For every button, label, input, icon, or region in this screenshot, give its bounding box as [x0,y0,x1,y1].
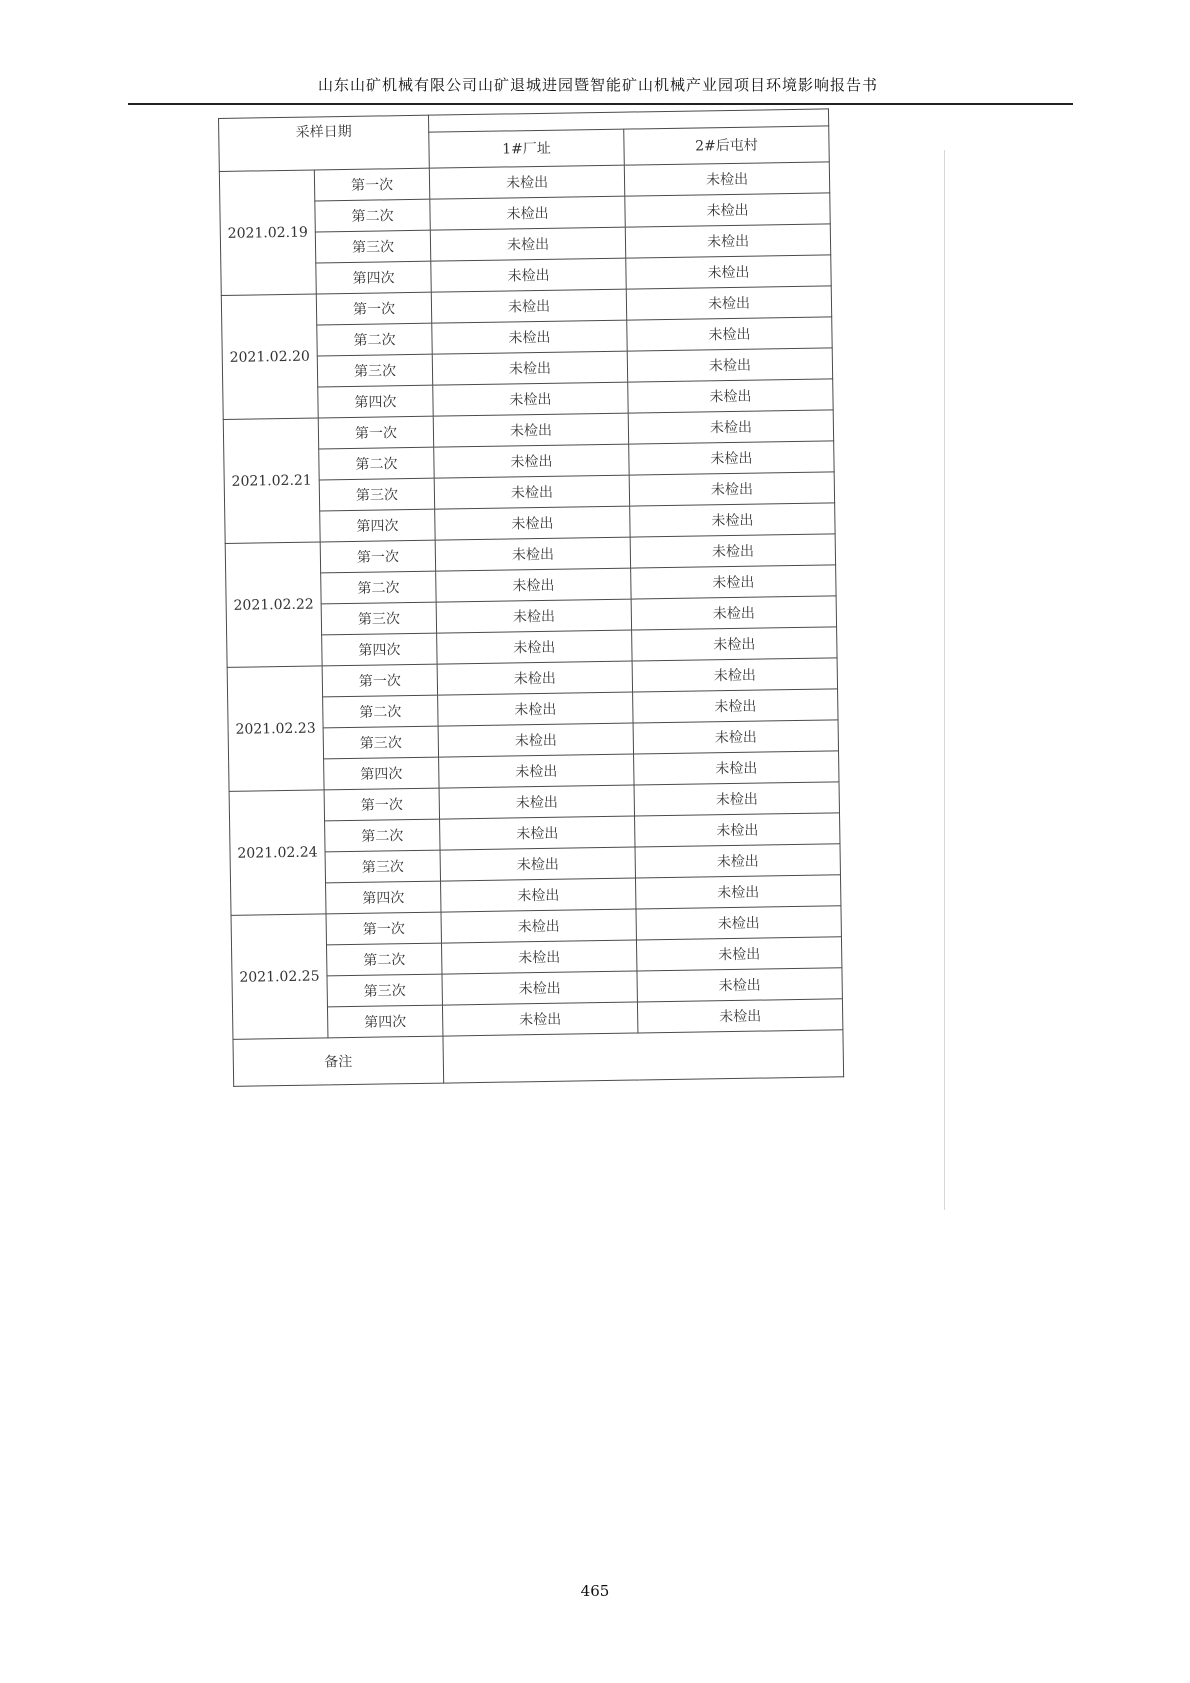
sampling-round-cell: 第三次 [319,478,434,511]
result-cell-site-2: 未检出 [626,286,831,320]
sampling-round-cell: 第一次 [316,292,431,325]
remark-value [443,1030,844,1083]
sampling-round-cell: 第二次 [317,323,432,356]
sampling-date-cell: 2021.02.19 [219,170,316,295]
result-cell-site-1: 未检出 [434,444,629,478]
result-cell-site-2: 未检出 [631,565,836,599]
result-cell-site-1: 未检出 [434,475,629,509]
result-cell-site-1: 未检出 [440,816,635,850]
result-cell-site-2: 未检出 [624,162,829,196]
sampling-round-cell: 第三次 [315,230,430,263]
sampling-round-cell: 第四次 [316,261,431,294]
result-cell-site-2: 未检出 [633,720,838,754]
sampling-round-cell: 第二次 [321,571,436,604]
sampling-round-cell: 第一次 [318,416,433,449]
sampling-round-cell: 第四次 [324,757,439,790]
result-cell-site-2: 未检出 [630,534,835,568]
date-column-header: 采样日期 [219,115,430,171]
result-cell-site-1: 未检出 [439,754,634,788]
result-cell-site-2: 未检出 [634,782,839,816]
sampling-round-cell: 第二次 [315,199,430,232]
result-cell-site-2: 未检出 [636,906,841,940]
page-number: 465 [580,1582,610,1600]
result-cell-site-1: 未检出 [431,258,626,292]
monitoring-results-table [218,108,844,1086]
sampling-round-cell: 第一次 [326,912,441,945]
sampling-round-cell: 第二次 [325,819,440,852]
result-cell-site-1: 未检出 [438,723,633,757]
result-cell-site-1: 未检出 [430,196,625,230]
result-cell-site-2: 未检出 [630,503,835,537]
result-cell-site-1: 未检出 [441,940,636,974]
site-header-2: 2#后屯村 [624,125,830,165]
sampling-round-cell: 第四次 [327,1005,442,1038]
sampling-round-cell: 第二次 [327,943,442,976]
result-cell-site-1: 未检出 [440,847,635,881]
result-cell-site-2: 未检出 [635,813,840,847]
result-cell-site-2: 未检出 [627,317,832,351]
result-cell-site-2: 未检出 [625,224,830,258]
sampling-date-cell: 2021.02.20 [221,294,318,419]
result-cell-site-2: 未检出 [637,999,842,1033]
scanned-table-page [218,108,864,1118]
result-cell-site-1: 未检出 [439,785,634,819]
result-cell-site-1: 未检出 [433,413,628,447]
sampling-round-cell: 第二次 [323,695,438,728]
document-header: 山东山矿机械有限公司山矿退城进园暨智能矿山机械产业园项目环境影响报告书 [317,76,878,94]
sampling-round-cell: 第四次 [326,881,441,914]
result-cell-site-1: 未检出 [435,537,630,571]
remark-row [233,1030,844,1087]
result-cell-site-2: 未检出 [631,596,836,630]
result-cell-site-1: 未检出 [432,351,627,385]
result-cell-site-1: 未检出 [442,971,637,1005]
remark-label: 备注 [233,1036,444,1086]
table-body [219,109,844,1086]
scan-border-line [944,150,945,1210]
site-header-1: 1#厂址 [429,129,625,168]
result-cell-site-1: 未检出 [432,320,627,354]
result-cell-site-1: 未检出 [430,227,625,261]
result-cell-site-2: 未检出 [627,348,832,382]
sampling-round-cell: 第一次 [322,664,437,697]
result-cell-site-2: 未检出 [635,844,840,878]
result-cell-site-1: 未检出 [433,382,628,416]
result-cell-site-2: 未检出 [634,751,839,785]
sampling-round-cell: 第三次 [325,850,440,883]
result-cell-site-1: 未检出 [442,1002,637,1036]
result-cell-site-2: 未检出 [632,658,837,692]
sampling-round-cell: 第四次 [318,385,433,418]
sampling-round-cell: 第三次 [321,602,436,635]
result-cell-site-1: 未检出 [437,630,632,664]
result-cell-site-1: 未检出 [441,878,636,912]
result-cell-site-1: 未检出 [431,289,626,323]
sampling-round-cell: 第一次 [324,788,439,821]
result-cell-site-2: 未检出 [636,937,841,971]
result-cell-site-1: 未检出 [437,661,632,695]
result-cell-site-2: 未检出 [625,193,830,227]
result-cell-site-2: 未检出 [628,410,833,444]
sampling-round-cell: 第二次 [319,447,434,480]
result-cell-site-1: 未检出 [436,599,631,633]
sampling-round-cell: 第一次 [320,540,435,573]
result-cell-site-2: 未检出 [637,968,842,1002]
sampling-round-cell: 第三次 [323,726,438,759]
result-cell-site-2: 未检出 [635,875,840,909]
result-cell-site-2: 未检出 [632,627,837,661]
result-cell-site-1: 未检出 [441,909,636,943]
sampling-round-cell: 第四次 [320,509,435,542]
sampling-date-cell: 2021.02.21 [223,418,320,543]
result-cell-site-1: 未检出 [435,506,630,540]
sampling-date-cell: 2021.02.22 [225,542,322,667]
sampling-round-cell: 第三次 [317,354,432,387]
result-cell-site-2: 未检出 [633,689,838,723]
sampling-date-cell: 2021.02.24 [229,790,326,915]
header-rule [128,103,1073,105]
result-cell-site-2: 未检出 [629,472,834,506]
result-cell-site-2: 未检出 [629,441,834,475]
sampling-round-cell: 第四次 [322,633,437,666]
result-cell-site-2: 未检出 [626,255,831,289]
result-cell-site-1: 未检出 [436,568,631,602]
sampling-date-cell: 2021.02.25 [231,914,328,1039]
result-cell-site-1: 未检出 [429,165,624,199]
sampling-date-cell: 2021.02.23 [227,666,324,791]
result-cell-site-2: 未检出 [628,379,833,413]
sampling-round-cell: 第一次 [314,168,429,201]
sampling-round-cell: 第三次 [327,974,442,1007]
result-cell-site-1: 未检出 [438,692,633,726]
